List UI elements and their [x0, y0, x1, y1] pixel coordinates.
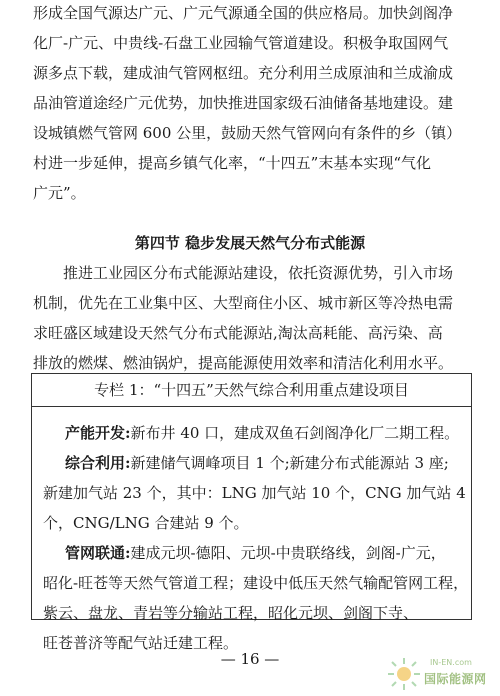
watermark-text: 国际能源网 [424, 672, 487, 686]
box-body [43, 418, 469, 658]
box-label-network: 管网联通: [65, 544, 131, 562]
box-text: 新建储气调峰项目 1 个;新建分布式能源站 3 座; [130, 454, 449, 472]
text-line: 推进工业园区分布式能源站建设，依托资源优势，引入市场 [63, 264, 454, 282]
text-line: 设城镇燃气管网 600 公里，鼓励天然气管网向有条件的乡（镇） [33, 124, 462, 142]
watermark-sub: IN-EN.com [430, 658, 472, 667]
box-line: 昭化-旺苍等天然气管道工程；建设中低压天然气输配管网工程， [43, 574, 469, 592]
box-line: 旺苍普济等配气站迁建工程。 [43, 634, 239, 652]
paragraph-1 [33, 0, 473, 208]
box-line: 新建加气站 23 个，其中：LNG 加气站 10 个，CNG 加气站 4 [43, 484, 466, 502]
text-line: 机制，优先在工业集中区、大型商住小区、城市新区等冷热电需 [33, 294, 454, 312]
text-line: 村进一步延伸，提高乡镇气化率，“十四五”末基本实现“气化 [33, 154, 432, 172]
box-title: 专栏 1：“十四五”天然气综合利用重点建设项目 [32, 374, 471, 407]
box-label-utilization: 综合利用: [65, 454, 131, 472]
text-line: 形成全国气源达广元、广元气源通全国的供应格局。加快剑阁净 [33, 4, 454, 22]
sun-logo-icon [386, 656, 422, 692]
watermark-logo [386, 656, 498, 692]
text-line: 广元”。 [33, 184, 86, 202]
box-line: 个，CNG/LNG 合建站 9 个。 [43, 514, 249, 532]
paragraph-2 [33, 258, 473, 378]
box-line [43, 538, 463, 568]
section-heading: 第四节 稳步发展天然气分布式能源 [134, 234, 366, 252]
text-line: 求旺盛区域建设天然气分布式能源站,淘汰高耗能、高污染、高 [33, 324, 443, 342]
box-text: 新布井 40 口，建成双鱼石剑阁净化厂二期工程。 [130, 424, 460, 442]
box-line [43, 448, 463, 478]
box-text: 建成元坝-德阳、元坝-中贵联络线，剑阁-广元， [130, 544, 446, 562]
text-line: 化厂-广元、中贵线-石盘工业园输气管道建设。积极争取国网气 [33, 34, 449, 52]
page-number: — 16 — [220, 650, 280, 668]
box-label-capacity: 产能开发: [65, 424, 131, 442]
box-line [43, 418, 463, 448]
text-line: 源多点下载，建成油气管网枢纽。充分利用兰成原油和兰成渝成 [33, 64, 454, 82]
project-box [31, 373, 472, 652]
text-line: 排放的燃煤、燃油锅炉，提高能源使用效率和清洁化利用水平。 [33, 354, 454, 372]
box-line: 紫云、盘龙、青岩等分输站工程，昭化元坝、剑阁下寺、 [43, 604, 419, 622]
text-line: 品油管道途经广元优势，加快推进国家级石油储备基地建设。建 [33, 94, 454, 112]
